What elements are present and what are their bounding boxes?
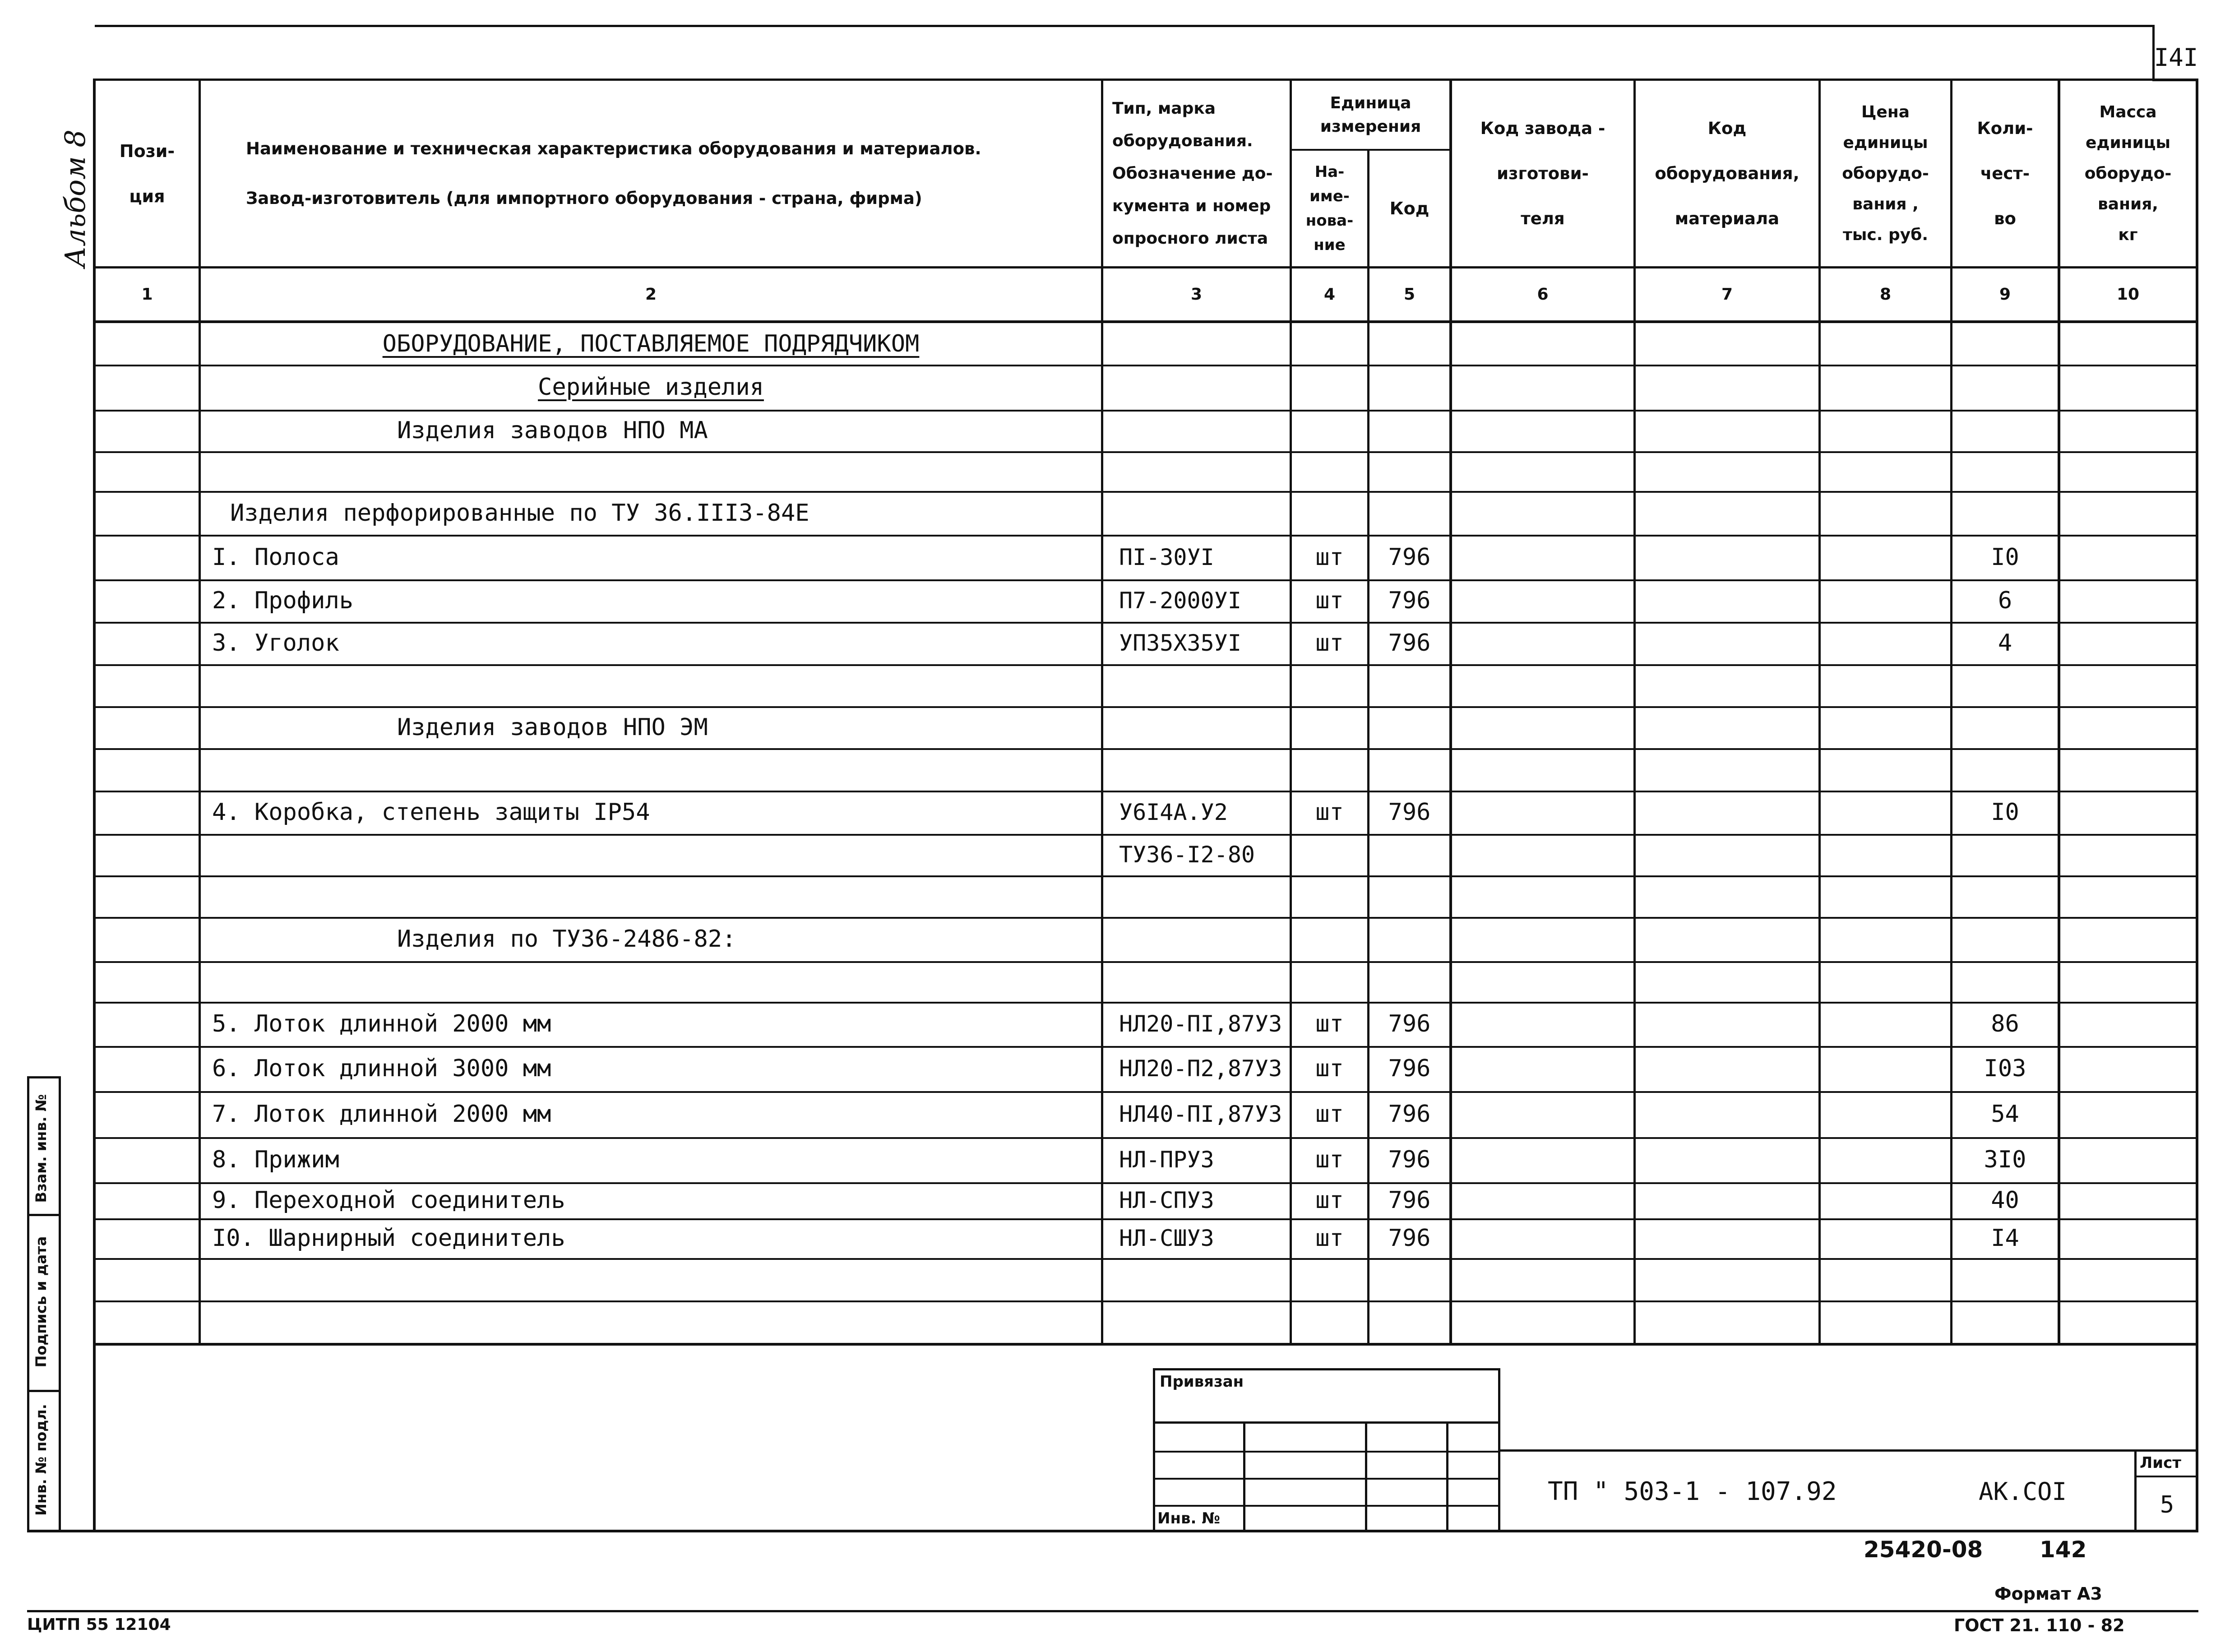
frame-right xyxy=(2196,79,2198,1532)
item-type: ТУ36-I2-80 xyxy=(1119,842,1255,868)
side-label-signature-date: Подпись и дата xyxy=(32,1236,50,1368)
item-unit-code: 796 xyxy=(1388,629,1431,657)
header-unit-code: Код xyxy=(1389,199,1429,218)
document-code: АК.СОI xyxy=(1979,1477,2067,1506)
item-type: У6I4А.У2 xyxy=(1119,799,1228,825)
row-heading: Изделия по ТУ36-2486-82: xyxy=(397,925,736,953)
item-type: ПI-30УI xyxy=(1119,544,1214,570)
item-unit-code: 796 xyxy=(1388,799,1431,826)
item-unit: шт xyxy=(1315,1010,1344,1037)
row-divider xyxy=(95,748,2197,750)
item-quantity: I4 xyxy=(1991,1225,2019,1252)
item-quantity: 40 xyxy=(1991,1187,2019,1214)
row-heading: Серийные изделия xyxy=(538,374,764,401)
side-stamp-outer xyxy=(27,1076,29,1532)
colnum-8: 8 xyxy=(1879,285,1892,304)
header-factory-code: Код завода - изготови- теля xyxy=(1480,118,1605,228)
colnum-9: 9 xyxy=(1999,285,2011,304)
item-unit-code: 796 xyxy=(1388,1101,1431,1128)
header-equipment-code: Код оборудования, материала xyxy=(1655,118,1800,228)
binding-stamp-vline-2 xyxy=(1365,1421,1367,1531)
colnum-3: 3 xyxy=(1190,285,1203,304)
side-label-replaced-inventory: Взам. инв. № xyxy=(32,1094,50,1203)
item-unit: шт xyxy=(1315,1225,1344,1252)
item-type: НЛ-ПРУ3 xyxy=(1119,1147,1214,1173)
archive-page: 142 xyxy=(2040,1536,2087,1563)
header-unit-mass: Масса единицы оборудо- вания, кг xyxy=(2084,102,2172,244)
item-unit: шт xyxy=(1315,799,1344,826)
item-name: 2. Профиль xyxy=(212,587,354,614)
row-section: Изделия перфорированные по ТУ 36.III3-84Е xyxy=(230,499,810,527)
header-position: Пози- ция xyxy=(119,141,175,206)
side-stamp-inner xyxy=(59,1076,61,1532)
item-quantity: 86 xyxy=(1991,1010,2019,1037)
item-name: I. Полоса xyxy=(212,543,339,571)
item-name: 9. Переходной соединитель xyxy=(212,1187,565,1214)
sheet-corner-number: I4I xyxy=(2154,43,2198,72)
colnum-4: 4 xyxy=(1323,285,1336,304)
side-label-original-inventory: Инв. № подл. xyxy=(32,1404,50,1516)
item-unit: шт xyxy=(1315,1146,1344,1173)
binding-stamp-vline-3 xyxy=(1446,1421,1448,1531)
row-heading: Изделия заводов НПО МА xyxy=(397,417,708,444)
sheet-number: 5 xyxy=(2160,1491,2174,1518)
item-unit: шт xyxy=(1315,543,1344,571)
item-type: НЛ-СШУ3 xyxy=(1119,1225,1214,1251)
row-heading: ОБОРУДОВАНИЕ, ПОСТАВЛЯЕМОЕ ПОДРЯДЧИКОМ xyxy=(382,330,920,357)
item-quantity: I03 xyxy=(1984,1055,2026,1082)
item-type: УП35Х35УI xyxy=(1119,630,1241,656)
gost-standard: ГОСТ 21. 110 - 82 xyxy=(1954,1615,2125,1635)
colnum-2: 2 xyxy=(645,285,657,304)
item-unit: шт xyxy=(1315,1101,1344,1128)
item-quantity: 54 xyxy=(1991,1101,2019,1128)
item-name: 6. Лоток длинной 3000 мм xyxy=(212,1055,551,1082)
archive-number: 25420-08 xyxy=(1864,1536,1983,1563)
header-unit-name: На- име- нова- ние xyxy=(1305,163,1354,254)
colnum-6: 6 xyxy=(1537,285,1549,304)
binding-label: Привязан xyxy=(1160,1373,1244,1391)
item-name: I0. Шарнирный соединитель xyxy=(212,1225,565,1252)
item-name: 8. Прижим xyxy=(212,1146,339,1173)
item-quantity: 6 xyxy=(1998,587,2012,614)
item-unit: шт xyxy=(1315,1055,1344,1082)
row-divider xyxy=(95,451,2197,453)
item-unit-code: 796 xyxy=(1388,1225,1431,1252)
header-name: Наименование и техническая характеристика оборудования и материалов. Завод-изготовитель (для импортного оборудования - страна, фирма) xyxy=(246,139,981,208)
project-designation: ТП " 503-1 - 107.92 xyxy=(1548,1476,1837,1506)
item-unit: шт xyxy=(1315,1187,1344,1214)
item-unit-code: 796 xyxy=(1388,1055,1431,1082)
item-name: 4. Коробка, степень защиты IР54 xyxy=(212,799,650,826)
album-label: Альбом 8 xyxy=(59,130,92,268)
row-divider xyxy=(95,961,2197,963)
colnum-7: 7 xyxy=(1721,285,1733,304)
item-unit-code: 796 xyxy=(1388,587,1431,614)
item-unit-code: 796 xyxy=(1388,1010,1431,1037)
footer-line xyxy=(27,1610,2198,1612)
colnum-1: 1 xyxy=(141,285,153,304)
item-type: НЛ40-ПI,87У3 xyxy=(1119,1101,1282,1127)
item-type: П7-2000УI xyxy=(1119,588,1241,614)
item-quantity: I0 xyxy=(1991,799,2019,826)
header-quantity: Коли- чест- во xyxy=(1977,118,2033,228)
top-border xyxy=(95,25,2152,27)
colnum-10: 10 xyxy=(2116,285,2140,304)
title-block-top xyxy=(1500,1449,2197,1452)
paper-format: Формат А3 xyxy=(1994,1584,2102,1604)
item-quantity: 3I0 xyxy=(1984,1146,2026,1173)
item-name: 7. Лоток длинной 2000 мм xyxy=(212,1101,551,1128)
sheet-label: Лист xyxy=(2140,1454,2181,1472)
printer-code: ЦИТП 55 12104 xyxy=(27,1615,171,1634)
item-quantity: 4 xyxy=(1998,629,2012,657)
item-name: 5. Лоток длинной 2000 мм xyxy=(212,1010,551,1037)
item-unit: шт xyxy=(1315,629,1344,657)
binding-stamp-vline-1 xyxy=(1243,1421,1245,1531)
item-type: НЛ-СПУ3 xyxy=(1119,1187,1214,1213)
item-quantity: I0 xyxy=(1991,543,2019,571)
item-unit-code: 796 xyxy=(1388,543,1431,571)
row-divider xyxy=(95,1300,2197,1302)
row-heading: Изделия заводов НПО ЭМ xyxy=(397,713,708,741)
frame-bottom xyxy=(27,1530,2198,1532)
colnum-5: 5 xyxy=(1403,285,1416,304)
item-unit-code: 796 xyxy=(1388,1146,1431,1173)
item-unit: шт xyxy=(1315,587,1344,614)
item-name: 3. Уголок xyxy=(212,629,339,657)
item-type: НЛ20-ПI,87У3 xyxy=(1119,1011,1282,1037)
row-divider xyxy=(95,1258,2197,1260)
title-block-sheet-line xyxy=(2134,1476,2197,1477)
header-unit-price: Цена единицы оборудо- вания , тыс. руб. xyxy=(1842,102,1929,244)
row-divider xyxy=(95,664,2197,666)
header-unit: Единица измерения xyxy=(1320,94,1421,136)
item-type: НЛ20-П2,87У3 xyxy=(1119,1055,1282,1082)
row-divider xyxy=(95,875,2197,877)
inventory-number-label: Инв. № xyxy=(1157,1509,1221,1527)
header-type: Тип, марка оборудования. Обозначение до- кумента и номер опросного листа xyxy=(1112,99,1273,248)
side-stamp-top xyxy=(27,1076,61,1078)
table-bottom-line xyxy=(95,1343,2197,1346)
item-unit-code: 796 xyxy=(1388,1187,1431,1214)
